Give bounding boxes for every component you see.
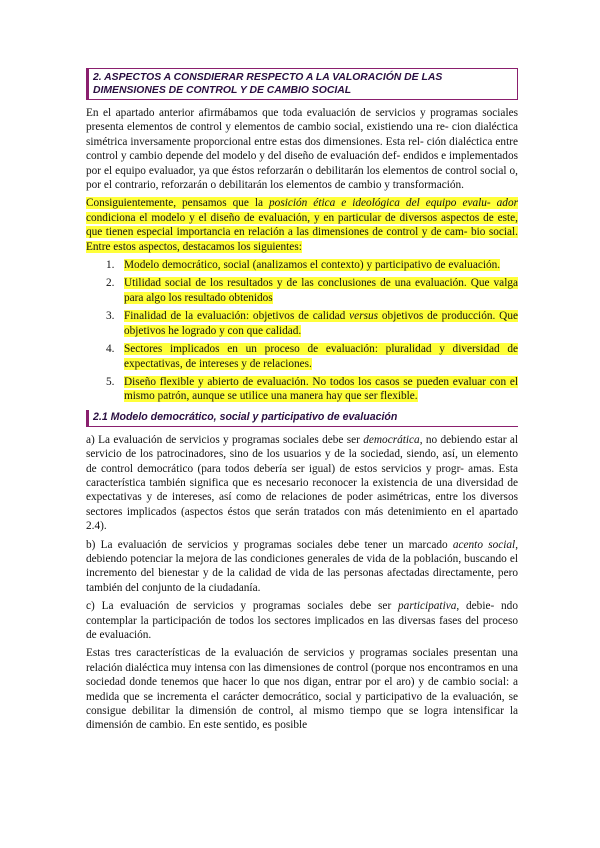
list-item (106, 375, 518, 404)
list-item-text: Modelo democrático, social (analizamos el contexto) y participativo de evaluación. (124, 259, 501, 272)
list-item-number: 1. (106, 259, 115, 272)
paragraph-final: Estas tres características de la evaluación de servicios y programas sociales presentan una relación dialéctica muy intensa con las dimensiones de control (porque nos encontramos en una sociedad donde tenemos que hacer lo que nos digan, entrar por el aro) y de cambio social: a medida que se incrementa el carácter democrático, social y participativo de la evaluación, se consigue debilitar la dimensión de control, al mismo tiempo que se logra intensificar la dimensión de cambio. En este sentido, es posible (86, 647, 518, 732)
list-item-text: Diseño flexible y abierto de evaluación. No todos los casos se pueden evaluar con el mismo patrón, aunque se utilice una manera hay que ser flexible. (124, 375, 518, 403)
list-item-text: Utilidad social de los resultados y de las conclusiones de una evaluación. Que valga para algo los resultado obtenidos (124, 277, 518, 304)
list-item (106, 309, 518, 338)
section-heading-line-2: DIMENSIONES DE CONTROL Y DE CAMBIO SOCIAL (93, 85, 352, 96)
list-item-text-post: objetivos de producción. Que objetivos he logrado y con que calidad. (124, 310, 518, 337)
paragraph-a-post: , no debiendo estar al servicio de los patrocinadores, sino de los usuarios y de la sociedad, siendo, así, un elemento de control democrático (para todos debería ser igual) de estos servicios y progr- amas. Esta característica también significa que es necesario reconocer la existencia de una diversidad de expectativas y de intereses, así como de relaciones de poder asimétricas, entre los diversos sectores implicados (aspectos éstos que serán tratados con más detenimiento en el apartado 2.4). (86, 433, 518, 533)
list-item-text: Sectores implicados en un proceso de evaluación: pluralidad y diversidad de expectativas, de intereses y de relaciones. (124, 343, 518, 370)
paragraph-b-pre: b) La evaluación de servicios y programas sociales debe tener un marcado (86, 538, 453, 551)
paragraph-a (86, 433, 518, 534)
list-item-text-italic: versus (349, 310, 379, 323)
paragraph-c-pre: c) La evaluación de servicios y programas sociales debe ser (86, 600, 399, 613)
paragraph-c (86, 599, 518, 642)
list-item (106, 258, 518, 272)
highlight-paragraph-text-1: Consiguientemente, pensamos que la (86, 197, 270, 210)
section-heading (86, 68, 518, 100)
highlight-paragraph-text-2: condiciona el modelo y el diseño de evaluación, y en particular de diversos aspectos de este, que tienen especial importancia en relación a las dimensiones de control y de cam- bio social. Entre estos aspectos, destacamos los siguientes: (86, 211, 518, 253)
highlight-paragraph (86, 196, 518, 254)
paragraph-b (86, 538, 518, 596)
document-page (86, 68, 518, 733)
paragraph-b-italic: acento social (452, 538, 516, 551)
aspects-list (86, 258, 518, 404)
paragraph-c-italic: participativa (398, 600, 457, 613)
list-item-text-pre: Finalidad de la evaluación: objetivos de calidad (124, 310, 350, 323)
list-item-number: 4. (106, 343, 115, 356)
paragraph-a-italic: democrática (363, 433, 420, 446)
subsection-heading: 2.1 Modelo democrático, social y participativo de evaluación (86, 410, 518, 427)
paragraph-a-pre: a) La evaluación de servicios y programas sociales debe ser (86, 433, 364, 446)
list-item-number: 3. (106, 310, 115, 323)
highlight-paragraph-italic: posición ética e ideológica del equipo evalu- ador (269, 197, 519, 210)
paragraph-b-post: , debiendo potenciar la mejora de las condiciones generales de vida de la población, buscando el incremento del bienestar y de la calidad de vida de las personas afectadas directamente, pero también del conjunto de la ciudadanía. (86, 538, 519, 594)
list-item (106, 276, 518, 305)
section-heading-line-1: 2. ASPECTOS A CONSDIERAR RESPECTO A LA VALORACIÓN DE LAS (93, 72, 443, 83)
list-item-number: 2. (106, 277, 115, 290)
list-item (106, 342, 518, 371)
paragraph-c-post: , debie- ndo contemplar la participación de todos los sectores implicados en las diversas fases del proceso de evaluación. (86, 600, 518, 641)
list-item-number: 5. (106, 375, 115, 388)
intro-paragraph: En el apartado anterior afirmábamos que toda evaluación de servicios y programas sociales presenta elementos de control y elementos de cambio social, existiendo una re- cion dialéctica simétrica inversamente proporcional entre estas dos dimensiones. Esta rel- ción dialéctica entre control y cambio depende del modelo y del diseño de evaluación def- endidos e implementados por el equipo evaluador, ya que éstos reforzarán o debilitarán los elementos de control social o, por el contrario, reforzarán o debilitarán los elementos de cambio y transformación. (86, 107, 518, 192)
